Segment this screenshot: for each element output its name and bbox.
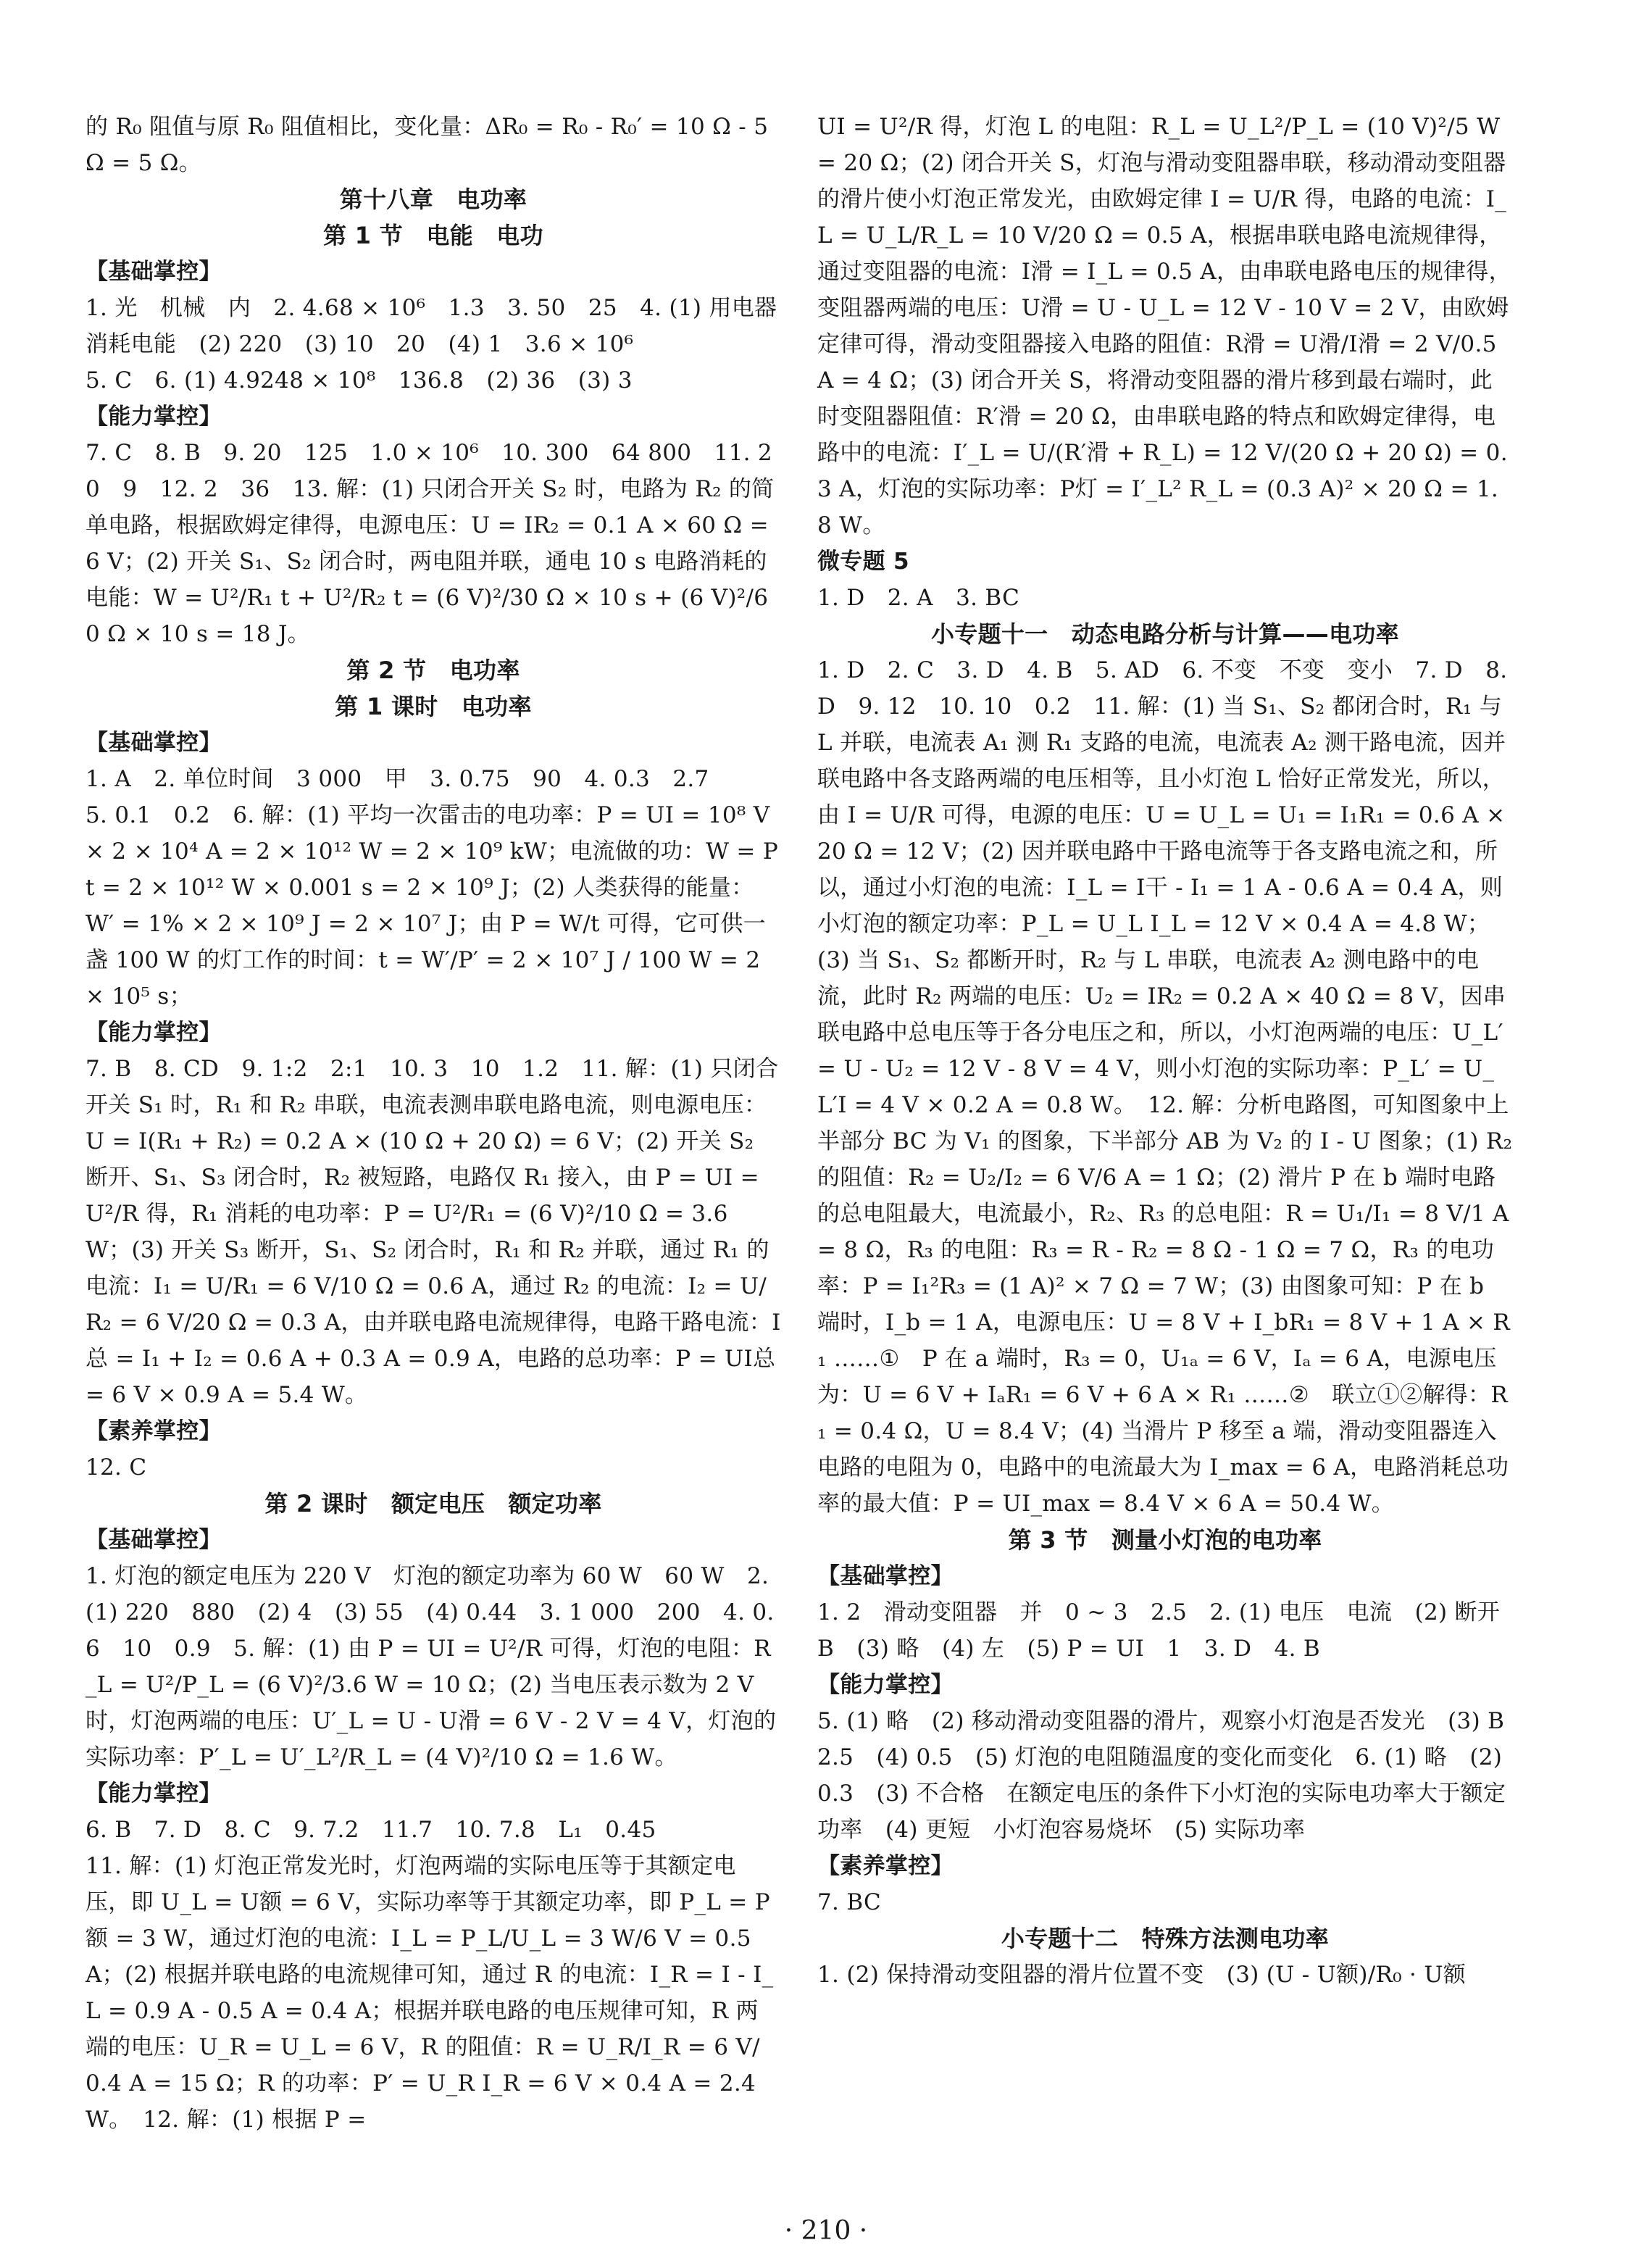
answer-paragraph: 11. 解：(1) 灯泡正常发光时，灯泡两端的实际电压等于其额定电压，即 U_L = U额 = 6 V，实际功率等于其额定功率，即 P_L = P额 = 3 W，通过灯泡的电流：I_L = P_L/U_L = 3 W/6 V = 0.5 A；(2) 根据并联电路的电流规律可知，通过 R 的电流：I_R = I - I_L = 0.9 A - 0.5 A = 0.4 A；根据并联电路的电压规律可知，R 两端的电压：U_R = U_L = 6 V，R 的阻值：R = U_R/I_R = 6 V/0.4 A = 15 Ω；R 的功率：P′ = U_R I_R = 6 V × 0.4 A = 2.4 W。 12. 解：(1) 根据 P = — [85, 1853, 774, 2133]
answer-paragraph: 的 R₀ 阻值与原 R₀ 阻值相比，变化量：ΔR₀ = R₀ - R₀′ = 10 Ω - 5 Ω = 5 Ω。 — [85, 114, 769, 176]
subsection-label: 【基础掌控】 — [817, 1563, 954, 1589]
section-heading: 小专题十二 特殊方法测电功率 — [1001, 1925, 1330, 1952]
answer-paragraph: 12. C — [85, 1454, 147, 1481]
section-heading: 第十八章 电功率 — [339, 186, 527, 213]
section-heading: 第 1 课时 电功率 — [335, 693, 532, 720]
answer-paragraph: 6. B 7. D 8. C 9. 7.2 11.7 10. 7.8 L₁ 0.45 — [85, 1817, 656, 1843]
section-heading: 第 1 节 电能 电功 — [323, 222, 543, 249]
section-heading: 第 2 节 电功率 — [346, 657, 520, 684]
answer-paragraph: 7. C 8. B 9. 20 125 1.0 × 10⁶ 10. 300 64 800 11. 20 9 12. 2 36 13. 解：(1) 只闭合开关 S₂ 时，电路为 R₂ 的简单电路，根据欧姆定律得，电源电压：U = IR₂ = 0.1 A × 60 Ω = 6 V；(2) 开关 S₁、S₂ 闭合时，两电阻并联，通电 10 s 电路消耗的电能：W = U²/R₁ t + U²/R₂ t = (6 V)²/30 Ω × 10 s + (6 V)²/60 Ω × 10 s = 18 J。 — [85, 440, 775, 647]
subsection-label: 【素养掌控】 — [817, 1853, 954, 1879]
answer-paragraph: 1. 灯泡的额定电压为 220 V 灯泡的额定功率为 60 W 60 W 2. (1) 220 880 (2) 4 (3) 55 (4) 0.44 3. 1 000 200 4. 0.6 10 0.9 5. 解：(1) 由 P = UI = U²/R 可得，灯泡的电阻：R_L = U²/P_L = (6 V)²/3.6 W = 10 Ω；(2) 当电压表示数为 2 V 时，灯泡两端的电压：U′_L = U - U滑 = 6 V - 2 V = 4 V，灯泡的实际功率：P′_L = U′_L²/R_L = (4 V)²/10 Ω = 1.6 W。 — [85, 1563, 777, 1770]
section-heading: 第 2 课时 额定电压 额定功率 — [264, 1490, 602, 1517]
subsection-label: 【能力掌控】 — [85, 1781, 222, 1807]
subsection-label: 【能力掌控】 — [85, 1020, 222, 1046]
answer-paragraph: 7. B 8. CD 9. 1:2 2:1 10. 3 10 1.2 11. 解：(1) 只闭合开关 S₁ 时，R₁ 和 R₂ 串联，电流表测串联电路电流，则电源电压：U = I(R₁ + R₂) = 0.2 A × (10 Ω + 20 Ω) = 6 V；(2) 开关 S₂ 断开、S₁、S₃ 闭合时，R₂ 被短路，电路仅 R₁ 接入，由 P = UI = U²/R 得，R₁ 消耗的电功率：P = U²/R₁ = (6 V)²/10 Ω = 3.6 W；(3) 开关 S₃ 断开，S₁、S₂ 闭合时，R₁ 和 R₂ 并联，通过 R₁ 的电流：I₁ = U/R₁ = 6 V/10 Ω = 0.6 A，通过 R₂ 的电流：I₂ = U/R₂ = 6 V/20 Ω = 0.3 A，由并联电路电流规律得，电路干路电流：I总 = I₁ + I₂ = 0.6 A + 0.3 A = 0.9 A，电路的总功率：P = UI总 = 6 V × 0.9 A = 5.4 W。 — [85, 1056, 781, 1408]
answer-paragraph: 1. A 2. 单位时间 3 000 甲 3. 0.75 90 4. 0.3 2.7 — [85, 766, 709, 792]
subsection-label: 【基础掌控】 — [85, 730, 222, 756]
answer-paragraph: 1. 光 机械 内 2. 4.68 × 10⁶ 1.3 3. 50 25 4. (1) 用电器消耗电能 (2) 220 (3) 10 20 (4) 1 3.6 × 10⁶ — [85, 295, 777, 357]
left-column — [85, 109, 781, 2138]
section-heading: 小专题十一 动态电路分析与计算——电功率 — [930, 620, 1399, 648]
page-number: · 210 · — [784, 2216, 868, 2246]
subsection-label: 【能力掌控】 — [85, 404, 222, 430]
answer-paragraph: UI = U²/R 得，灯泡 L 的电阻：R_L = U_L²/P_L = (10 V)²/5 W = 20 Ω；(2) 闭合开关 S，灯泡与滑动变阻器串联，移动滑动变阻器的滑片使小灯泡正常发光，由欧姆定律 I = U/R 得，电路的电流：I_L = U_L/R_L = 10 V/20 Ω = 0.5 A，根据串联电路电流规律得，通过变阻器的电流：I滑 = I_L = 0.5 A，由串联电路电压的规律得，变阻器两端的电压：U滑 = U - U_L = 12 V - 10 V = 2 V，由欧姆定律可得，滑动变阻器接入电路的阻值：R滑 = U滑/I滑 = 2 V/0.5 A = 4 Ω；(3) 闭合开关 S，将滑动变阻器的滑片移到最右端时，此时变阻器阻值：R′滑 = 20 Ω，由串联电路的特点和欧姆定律得，电路中的电流：I′_L = U/(R′滑 + R_L) = 12 V/(20 Ω + 20 Ω) = 0.3 A，灯泡的实际功率：P灯 = I′_L² R_L = (0.3 A)² × 20 Ω = 1.8 W。 — [817, 114, 1511, 538]
answer-paragraph: 5. C 6. (1) 4.9248 × 10⁸ 136.8 (2) 36 (3) 3 — [85, 367, 633, 394]
answer-paragraph: 7. BC — [817, 1889, 882, 1915]
section-heading: 第 3 节 测量小灯泡的电功率 — [1008, 1526, 1322, 1554]
answer-paragraph: 1. D 2. C 3. D 4. B 5. AD 6. 不变 不变 变小 7. D 8. D 9. 12 10. 10 0.2 11. 解：(1) 当 S₁、S₂ 都闭合时，R₁ 与 L 并联，电流表 A₁ 测 R₁ 支路的电流，电流表 A₂ 测干路电流，因并联电路中各支路两端的电压相等，且小灯泡 L 恰好正常发光，所以，由 I = U/R 可得，电源的电压：U = U_L = U₁ = I₁R₁ = 0.6 A × 20 Ω = 12 V；(2) 因并联电路中干路电流等于各支路电流之和，所以，通过小灯泡的电流：I_L = I干 - I₁ = 1 A - 0.6 A = 0.4 A，则小灯泡的额定功率：P_L = U_L I_L = 12 V × 0.4 A = 4.8 W；(3) 当 S₁、S₂ 都断开时，R₂ 与 L 串联，电流表 A₂ 测电路中的电流，此时 R₂ 两端的电压：U₂ = IR₂ = 0.2 A × 40 Ω = 8 V，因串联电路中总电压等于各分电压之和，所以，小灯泡两端的电压：U_L′ = U - U₂ = 12 V - 8 V = 4 V，则小灯泡的实际功率：P_L′ = U_L′I = 4 V × 0.2 A = 0.8 W。 12. 解：分析电路图，可知图象中上半部分 BC 为 V₁ 的图象，下半部分 AB 为 V₂ 的 I - U 图象；(1) R₂ 的阻值：R₂ = U₂/I₂ = 6 V/6 A = 1 Ω；(2) 滑片 P 在 b 端时电路的总电阻最大，电流最小，R₂、R₃ 的总电阻：R = U₁/I₁ = 8 V/1 A = 8 Ω，R₃ 的电阻：R₃ = R - R₂ = 8 Ω - 1 Ω = 7 Ω，R₃ 的电功率：P = I₁²R₃ = (1 A)² × 7 Ω = 7 W；(3) 由图象可知：P 在 b 端时，I_b = 1 A，电源电压：U = 8 V + I_bR₁ = 8 V + 1 A × R₁ ……① P 在 a 端时，R₃ = 0，U₁ₐ = 6 V，Iₐ = 6 A，电源电压为：U = 6 V + IₐR₁ = 6 V + 6 A × R₁ ……② 联立①②解得：R₁ = 0.4 Ω，U = 8.4 V；(4) 当滑片 P 移至 a 端，滑动变阻器连入电路的电阻为 0，电路中的电流最大为 I_max = 6 A，电路消耗总功率的最大值：P = UI_max = 8.4 V × 6 A = 50.4 W。 — [817, 657, 1513, 1517]
subsection-label: 微专题 5 — [817, 549, 909, 575]
subsection-label: 【基础掌控】 — [85, 1527, 222, 1553]
answer-paragraph: 5. (1) 略 (2) 移动滑动变阻器的滑片，观察小灯泡是否发光 (3) B 2.5 (4) 0.5 (5) 灯泡的电阻随温度的变化而变化 6. (1) 略 (2) 0.3 (3) 不合格 在额定电压的条件下小灯泡的实际电功率大于额定功率 (4) 更短 小灯泡容易烧坏 (5) 实际功率 — [817, 1708, 1527, 1843]
answer-paragraph: 1. (2) 保持滑动变阻器的滑片位置不变 (3) (U - U额)/R₀ · U额 — [817, 1962, 1467, 1988]
right-column — [817, 109, 1527, 1993]
answer-paragraph: 1. D 2. A 3. BC — [817, 585, 1020, 611]
subsection-label: 【基础掌控】 — [85, 259, 222, 285]
answer-paragraph: 1. 2 滑动变阻器 并 0 ~ 3 2.5 2. (1) 电压 电流 (2) 断开 B (3) 略 (4) 左 (5) P = UI 1 3. D 4. B — [817, 1599, 1523, 1662]
subsection-label: 【能力掌控】 — [817, 1672, 954, 1698]
answer-paragraph: 5. 0.1 0.2 6. 解：(1) 平均一次雷击的电功率：P = UI = 10⁸ V × 2 × 10⁴ A = 2 × 10¹² W = 2 × 10⁹ kW；电流做的功：W = Pt = 2 × 10¹² W × 0.001 s = 2 × 10⁹ J；(2) 人类获得的能量：W′ = 1% × 2 × 10⁹ J = 2 × 10⁷ J；由 P = W/t 可得，它可供一盏 100 W 的灯工作的时间：t = W′/P′ = 2 × 10⁷ J / 100 W = 2 × 10⁵ s； — [85, 802, 779, 1009]
subsection-label: 【素养掌控】 — [85, 1418, 222, 1444]
